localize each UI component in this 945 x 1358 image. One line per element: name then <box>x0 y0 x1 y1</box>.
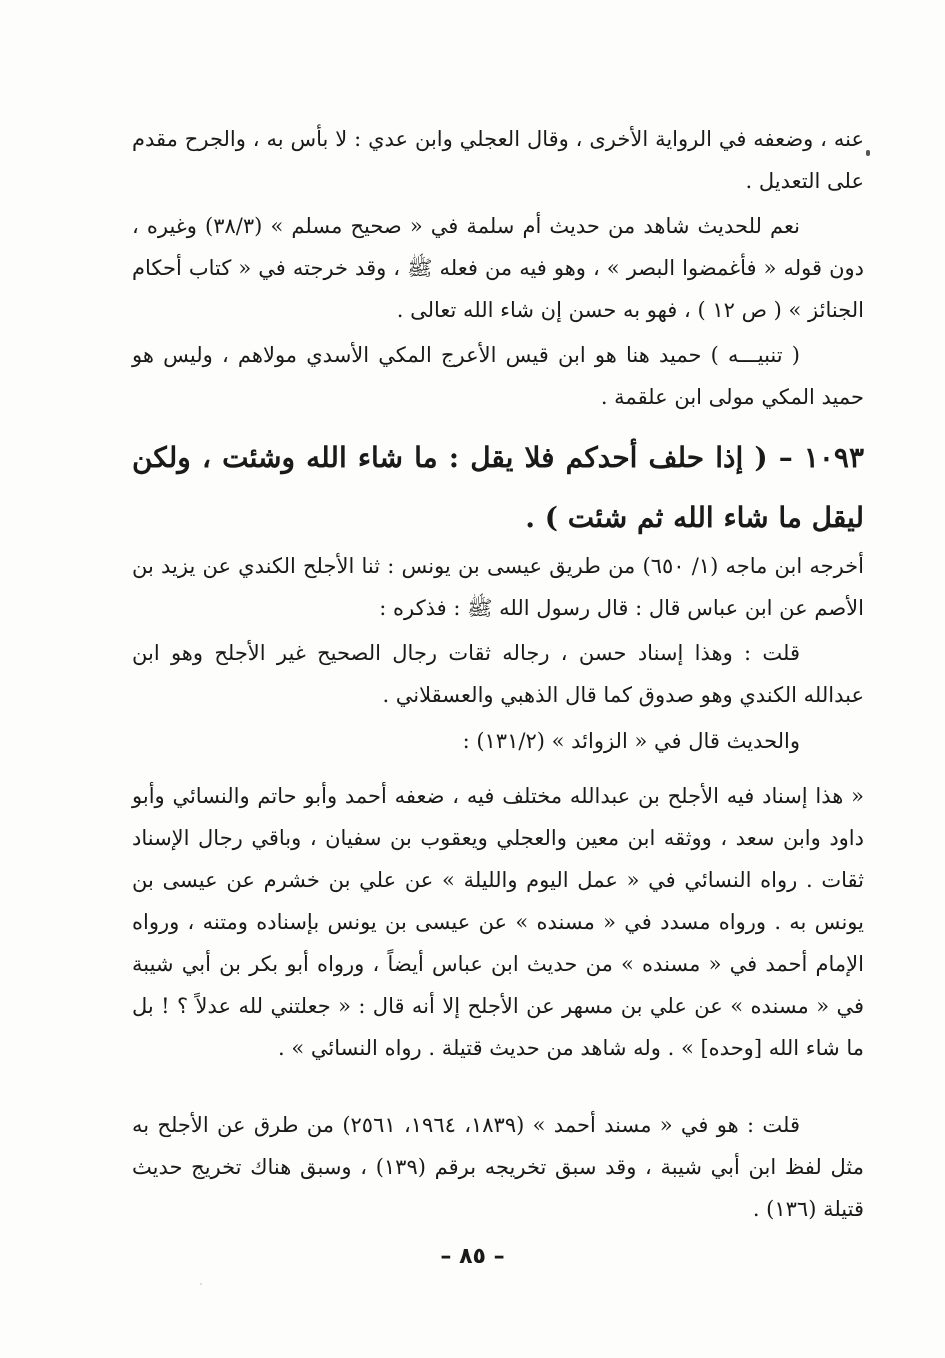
paragraph-grading <box>132 632 864 716</box>
hadith-heading <box>132 428 864 548</box>
scan-speck <box>866 150 870 156</box>
paragraph-text: قلت : هو في « مسند أحمد » (١٨٣٩، ١٩٦٤، ٢٥٦١) من طرق عن الأجلح به مثل لفظ ابن أبي شيبة ، وقد سبق تخريجه برقم (١٣٩) ، وسبق هناك تخريج حديث قتيلة (١٣٦) . <box>132 1113 864 1221</box>
paragraph-zawaid-quote <box>132 775 864 1069</box>
paragraph-text: والحديث قال في « الزوائد » (١٣١/٢) : <box>462 729 800 753</box>
hadith-text: ١٠٩٣ – ( إذا حلف أحدكم فلا يقل : ما شاء الله وشئت ، ولكن ليقل ما شاء الله ثم شئت ) . <box>132 441 864 534</box>
paragraph-conclusion <box>132 1104 864 1230</box>
scan-mark <box>200 1283 202 1285</box>
paragraph-continuation <box>132 118 864 202</box>
paragraph-text: قلت : وهذا إسناد حسن ، رجاله ثقات رجال الصحيح غير الأجلح وهو ابن عبدالله الكندي وهو صدوق كما قال الذهبي والعسقلاني . <box>132 641 864 707</box>
paragraph-note <box>132 334 864 418</box>
paragraph-text: « هذا إسناد فيه الأجلح بن عبدالله مختلف فيه ، ضعفه أحمد وأبو حاتم والنسائي وأبو داود وابن سعد ، ووثقه ابن معين والعجلي ويعقوب بن سفيان ، وباقي رجال الإسناد ثقات . رواه النسائي في « عمل اليوم والليلة » عن علي بن خشرم عن عيسى بن يونس به . ورواه مسدد في « مسنده » عن عيسى بن يونس بإسناده ومتنه ، ورواه الإمام أحمد في « مسنده » من حديث ابن عباس أيضاً ، ورواه أبو بكر بن أبي شيبة في « مسنده » عن علي بن مسهر عن الأجلح إلا أنه قال : « جعلتني لله عدلاً ؟ ! بل ما شاء الله [وحده] » . وله شاهد من حديث قتيلة . رواه النسائي » . <box>132 784 864 1060</box>
paragraph-text: عنه ، وضعفه في الرواية الأخرى ، وقال العجلي وابن عدي : لا بأس به ، والجرح مقدم على التعديل . <box>132 127 864 193</box>
paragraph-takhrij <box>132 545 864 629</box>
paragraph-text: نعم للحديث شاهد من حديث أم سلمة في « صحيح مسلم » (٣٨/٣) وغيره ، دون قوله « فأغمضوا البصر » ، وهو فيه من فعله ﷺ ، وقد خرجته في « كتاب أحكام الجنائز » ( ص ١٢ ) ، فهو به حسن إن شاء الله تعالى . <box>132 214 864 322</box>
paragraph-zawaid-intro <box>132 720 864 762</box>
paragraph-witness <box>132 205 864 331</box>
page-number: – ٨٥ – <box>440 1244 505 1269</box>
paragraph-text: أخرجه ابن ماجه (١/ ٦٥٠) من طريق عيسى بن يونس : ثنا الأجلح الكندي عن يزيد بن الأصم عن ابن عباس قال : قال رسول الله ﷺ : فذكره : <box>132 554 864 620</box>
paragraph-text: ( تنبيـــه ) حميد هنا هو ابن قيس الأعرج المكي الأسدي مولاهم ، وليس هو حميد المكي مولى ابن علقمة . <box>132 343 864 409</box>
